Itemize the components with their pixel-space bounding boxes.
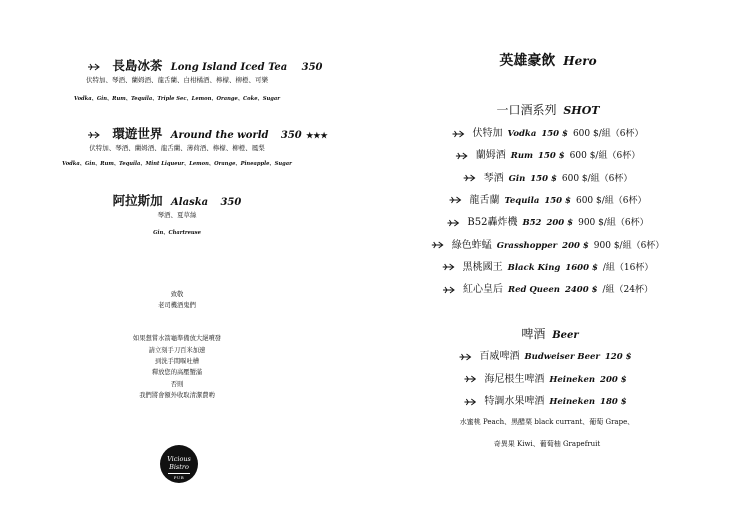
beer-price: 120 $ (604, 352, 632, 362)
shot-item (443, 280, 653, 295)
shot-price: 200 $ (546, 218, 574, 229)
hero-heading-en: Hero (563, 54, 597, 68)
shot-heading (497, 101, 600, 118)
beer-price: 180 $ (600, 397, 627, 407)
shot-name-zh: 紅心皇后 (463, 284, 503, 296)
beer-item (460, 347, 637, 362)
arrow-icon (464, 398, 478, 406)
shot-price: 150 $ (541, 129, 568, 139)
around-world-en: Around the world (170, 130, 269, 141)
hero-heading-zh: 英雄豪飲 (499, 53, 556, 69)
arrow-icon (460, 353, 474, 361)
arrow-icon (443, 286, 457, 294)
shot-price: 2400 $ (564, 285, 598, 296)
hero-heading (499, 50, 596, 70)
arrow-icon (447, 219, 461, 227)
shot-set-price: 900 $/組（6杯） (578, 218, 649, 229)
tribute-line-1: 致敬 (170, 291, 184, 298)
arrow-icon (432, 241, 446, 249)
alaska-title (113, 191, 242, 209)
alaska-ingredients-en: Gin、Chartreuse (153, 230, 201, 236)
tribute-line-2: 老司機酒鬼們 (158, 302, 196, 309)
arrow-icon (443, 263, 457, 271)
shot-name-en: B52 (522, 218, 542, 229)
beer-heading (521, 325, 578, 342)
beer-name-zh: 百威啤酒 (479, 351, 520, 362)
shot-heading-en: SHOT (563, 104, 600, 117)
shot-set-price: 600 $/組（6杯） (575, 195, 647, 206)
shot-name-zh: 琴酒 (483, 172, 504, 184)
shot-set-price: /組（24杯） (602, 285, 653, 296)
notice-line: 到洗手間嘔吐槽 (154, 358, 200, 365)
alaska-price: 350 (220, 197, 242, 208)
beer-heading-en: Beer (552, 330, 579, 341)
arrow-icon (88, 131, 102, 139)
beer-name-en: Budweiser Beer (524, 352, 600, 362)
shot-item (449, 191, 646, 206)
shot-name-en: Black King (507, 262, 561, 273)
shot-price: 200 $ (562, 240, 589, 251)
beer-item (464, 370, 631, 385)
shot-set-price: 600 $/組（6杯） (569, 151, 641, 162)
shot-item (432, 236, 665, 251)
shot-item (464, 169, 633, 184)
shot-name-zh: 蘭姆酒 (475, 150, 506, 162)
arrow-icon (464, 375, 478, 383)
shot-name-en: Vodka (507, 129, 537, 139)
shot-price: 150 $ (544, 195, 571, 206)
shot-name-zh: B52轟炸機 (467, 217, 518, 229)
shot-name-zh: 黑桃國王 (462, 261, 503, 273)
alaska-zh: 阿拉斯加 (112, 193, 163, 208)
shot-heading-zh: 一口酒系列 (496, 103, 557, 117)
long-island-ingredients-zh: 伏特加、琴酒、蘭姆酒、龍舌蘭、白柑橘酒、檸檬、柳橙、可樂 (86, 76, 268, 84)
shot-item (456, 146, 640, 161)
shot-name-en: Rum (510, 151, 534, 162)
fruit-options-line-2: 奇異果 Kiwi、葡萄柚 Grapefruit (493, 440, 601, 448)
shot-item (447, 213, 648, 228)
shot-price: 150 $ (538, 151, 565, 162)
around-world-ingredients-zh: 伏特加、琴酒、蘭姆酒、龍舌蘭、薄荷酒、檸檬、柳橙、鳳梨 (89, 144, 265, 152)
shot-name-zh: 綠色蚱蜢 (451, 239, 492, 251)
shot-name-en: Gin (508, 173, 526, 184)
star-rating: ★★★ (306, 130, 328, 140)
long-island-en: Long Island Iced Tea (170, 62, 288, 73)
arrow-icon (464, 174, 478, 182)
around-world-price: 350 (280, 130, 302, 141)
shot-set-price: 600 $/組（6杯） (561, 173, 633, 184)
shot-name-en: Tequila (504, 195, 540, 206)
long-island-ingredients-en: Vodka、Gin、Rum、Tequila、Triple Sec、Lemon、Orange、Coke、Sugar (74, 96, 280, 102)
shot-name-en: Grasshopper (496, 240, 558, 251)
beer-name-zh: 特調水果啤酒 (484, 396, 545, 407)
beer-heading-zh: 啤酒 (521, 327, 546, 341)
shot-set-price: 900 $/組（6杯） (593, 240, 665, 251)
around-world-zh: 環遊世界 (112, 126, 163, 141)
arrow-icon (88, 63, 102, 71)
shot-price: 1600 $ (565, 262, 598, 273)
long-island-price: 350 (301, 62, 323, 73)
bistro-logo: Vicious Bistro PUB (160, 445, 198, 483)
beer-item (464, 392, 631, 407)
notice-line: 請立刻手刀百米加速 (148, 347, 206, 354)
around-world-title (88, 124, 328, 142)
shot-item (443, 258, 654, 273)
shot-price: 150 $ (530, 173, 557, 184)
long-island-title (88, 56, 322, 74)
beer-name-zh: 海尼根生啤酒 (484, 373, 545, 385)
fruit-options-line-1: 水蜜桃 Peach、黑醋栗 black currant、葡萄 Grape、 (459, 418, 635, 426)
shot-item (453, 124, 644, 139)
shot-name-en: Red Queen (508, 285, 560, 296)
arrow-icon (456, 152, 470, 160)
notice-line: 否則 (170, 381, 184, 388)
alaska-ingredients-zh: 琴酒、夏草絲 (157, 211, 197, 219)
shot-name-zh: 伏特加 (472, 128, 503, 139)
shot-name-zh: 龍舌蘭 (469, 194, 500, 206)
arrow-icon (449, 196, 463, 204)
notice-line: 如果想嘗水箭龜準備放大絕噴發 (132, 335, 222, 342)
alaska-en: Alaska (171, 197, 209, 208)
beer-price: 200 $ (600, 374, 627, 385)
notice-line: 釋放您的高壓蟹滿 (151, 369, 203, 376)
notice-line: 我們將會額外收取清潔費哟 (139, 392, 215, 399)
long-island-zh: 長島冰茶 (112, 58, 163, 73)
shot-set-price: 600 $/組（6杯） (572, 129, 644, 139)
beer-name-en: Heineken (549, 397, 596, 407)
beer-name-en: Heineken (549, 374, 596, 385)
around-world-ingredients-en: Vodka、Gin、Rum、Tequila、Mint Liqueur、Lemon、Orange、Pineapple、Sugar (62, 161, 292, 167)
shot-set-price: /組（16杯） (602, 262, 654, 273)
arrow-icon (453, 130, 467, 138)
